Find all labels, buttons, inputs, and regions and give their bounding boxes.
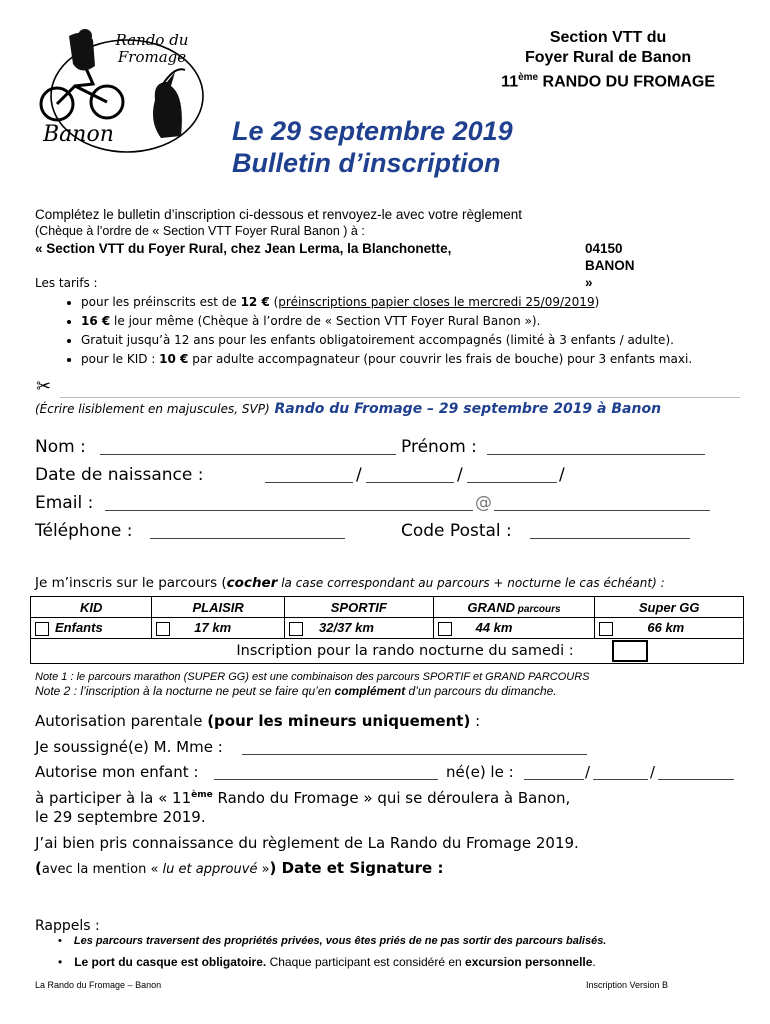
parcours-value: 44 km [475, 620, 513, 636]
participation-text: à participer à la « 11 [35, 789, 192, 807]
parcours-table [30, 596, 744, 664]
mention-paren: ( [35, 859, 42, 877]
auth-title-text: Autorisation parentale [35, 712, 208, 730]
mention-text: » [257, 862, 270, 877]
auth-title-text: : [470, 712, 481, 730]
participation-date: le 29 septembre 2019. [35, 808, 206, 826]
nom-label: Nom : [35, 437, 86, 457]
tarifs-list [35, 293, 692, 369]
footer-left: La Rando du Fromage – Banon [35, 980, 162, 990]
naissance-label: Date de naissance : [35, 465, 204, 485]
child-birth-day-field[interactable] [524, 765, 584, 780]
rappel-text: Les parcours traversent des propriétés privées, vous êtes priés de ne pas sortir des parcours balisés. [73, 935, 607, 947]
rappel-item [58, 935, 606, 947]
nocturne-checkbox[interactable] [612, 640, 648, 662]
edition-sup: ème [518, 72, 539, 83]
tarif-text: ( [269, 295, 279, 309]
tarif-price: 12 € [240, 295, 270, 309]
email-at: @ [475, 493, 492, 513]
date-separator: / [585, 763, 591, 781]
header-line1: Section VTT du [549, 29, 667, 46]
grand-small-label: parcours [515, 603, 561, 615]
parcours-cell-grand [433, 618, 595, 639]
email-label: Email : [35, 493, 94, 513]
grand-label: GRAND [467, 599, 516, 615]
supergg-checkbox[interactable] [599, 622, 613, 636]
parcours-rest: la case correspondant au parcours + nocturne le cas échéant) : [277, 576, 665, 590]
rappel-bold: excursion personnelle [465, 955, 593, 969]
telephone-field[interactable] [150, 524, 345, 539]
logo-text-top: Rando du Fromage [115, 31, 189, 66]
parcours-header: KID [31, 597, 152, 618]
note-2 [35, 684, 590, 698]
nele-label: né(e) le : [446, 763, 514, 781]
header-line3 [501, 68, 715, 92]
bullet-icon: • [58, 955, 63, 969]
birth-month-field[interactable] [366, 468, 454, 483]
tarifs-heading: Les tarifs : [35, 276, 98, 290]
note-1: Note 1 : le parcours marathon (SUPER GG) est une combinaison des parcours SPORTIF et GRAND PARCOURS [35, 671, 590, 683]
note2-bold: complément [334, 684, 406, 698]
mention-italic: lu et approuvé [162, 862, 258, 877]
tarif-text: Gratuit jusqu’à 12 ans pour les enfants obligatoirement accompagnés (limité à 3 enfants / adulte). [81, 333, 674, 347]
parcours-cell-sportif [285, 618, 434, 639]
mention-line [35, 859, 443, 877]
event-date-title: Le 29 septembre 2019 [232, 116, 513, 146]
note2-text: d’un parcours du dimanche. [405, 684, 557, 698]
soussigne-field[interactable] [242, 740, 587, 755]
tarif-text: pour les préinscrits est de [81, 295, 241, 309]
address-text: « Section VTT du Foyer Rural, chez Jean Lerma, la Blanchonette, [35, 241, 452, 256]
rappel-bold: Le port du casque est obligatoire. [74, 955, 267, 969]
header-line2: Foyer Rural de Banon [524, 49, 692, 66]
participation-line [35, 789, 570, 807]
parcours-value: Enfants [55, 620, 103, 636]
email-domain-field[interactable] [494, 496, 710, 511]
tarif-price: 16 € [81, 314, 111, 328]
parcours-cell-plaisir [152, 618, 285, 639]
signature-label: ) Date et Signature : [269, 859, 444, 877]
parcours-lead: Je m’inscris sur le parcours ( [35, 575, 227, 591]
grand-checkbox[interactable] [438, 622, 452, 636]
parcours-value: 17 km [194, 620, 232, 636]
kid-checkbox[interactable] [35, 622, 49, 636]
tarif-item [81, 331, 692, 350]
parcours-header: Super GG [595, 597, 744, 618]
code-postal-field[interactable] [530, 524, 690, 539]
parcours-value-row [31, 618, 744, 639]
nocturne-row [31, 639, 744, 664]
parcours-header-row [31, 597, 744, 618]
intro-line2: (Chèque à l’ordre de « Section VTT Foyer Rural Banon ) à : [35, 224, 365, 238]
notes-block [35, 670, 590, 698]
telephone-label: Téléphone : [35, 521, 133, 541]
cut-line [60, 397, 740, 398]
write-italic: (Écrire lisiblement en majuscules, SVP) [35, 402, 270, 416]
rappel-text: . [592, 955, 596, 969]
participation-sup: ème [191, 790, 213, 800]
tarif-item [81, 312, 692, 331]
email-user-field[interactable] [105, 496, 473, 511]
mention-text: avec la mention « [41, 862, 163, 877]
auth-title-bold: (pour les mineurs uniquement) [207, 712, 471, 730]
logo-text-bottom: Banon [43, 122, 114, 147]
prenom-field[interactable] [487, 440, 705, 455]
date-separator: / [650, 763, 656, 781]
scissors-icon: ✂ [36, 376, 52, 396]
soussigne-label: Je soussigné(e) M. Mme : [35, 738, 223, 756]
parcours-cell-supergg [595, 618, 744, 639]
edition-title: RANDO DU FROMAGE [538, 73, 715, 91]
tarifs-block [35, 274, 692, 369]
date-separator: / [559, 465, 565, 485]
birth-day-field[interactable] [265, 468, 353, 483]
parcours-instruction [35, 575, 665, 591]
tarif-item [81, 350, 692, 369]
tarif-price: 10 € [159, 352, 189, 366]
nocturne-label: Inscription pour la rando nocturne du samedi : [236, 643, 574, 659]
rando-fromage-logo [35, 26, 205, 156]
prenom-label: Prénom : [401, 437, 477, 457]
parcours-header: PLAISIR [152, 597, 285, 618]
edition-number: 11 [501, 73, 519, 91]
write-instructions [35, 401, 661, 417]
parcours-cell-kid [31, 618, 152, 639]
sportif-checkbox[interactable] [289, 622, 303, 636]
nom-field[interactable] [100, 440, 396, 455]
participation-text: Rando du Fromage » qui se déroulera à Banon, [212, 789, 571, 807]
child-birth-month-field[interactable] [593, 765, 648, 780]
bullet-icon: • [58, 935, 62, 947]
tarif-item [81, 293, 692, 312]
plaisir-checkbox[interactable] [156, 622, 170, 636]
parcours-cocher: cocher [226, 575, 278, 591]
enfant-field[interactable] [214, 765, 438, 780]
autorise-label: Autorise mon enfant : [35, 763, 199, 781]
date-separator: / [356, 465, 362, 485]
write-event: Rando du Fromage – 29 septembre 2019 à Banon [269, 401, 662, 417]
child-birth-year-field[interactable] [658, 765, 734, 780]
intro-line1: Complétez le bulletin d’inscription ci-dessous et renvoyez-le avec votre règlement [35, 207, 522, 222]
date-separator: / [457, 465, 463, 485]
parcours-value: 32/37 km [319, 620, 374, 636]
tarif-text: pour le KID : [81, 352, 160, 366]
rappel-text: Chaque participant est considéré en [266, 955, 466, 969]
auth-title [35, 712, 480, 730]
rappels-title: Rappels : [35, 918, 100, 934]
note2-text: Note 2 : l’inscription à la nocturne ne peut se faire qu’en [35, 684, 335, 698]
header-block [501, 28, 715, 92]
rappel-item [58, 955, 596, 969]
parcours-header: SPORTIF [285, 597, 434, 618]
tarif-deadline: préinscriptions papier closes le mercredi 25/09/2019 [278, 295, 595, 309]
nocturne-cell [31, 639, 744, 664]
parcours-header [433, 597, 595, 618]
tarif-text: par adulte accompagnateur (pour couvrir les frais de bouche) pour 3 enfants maxi. [188, 352, 693, 366]
reglement-line: J’ai bien pris connaissance du règlement de La Rando du Fromage 2019. [35, 834, 579, 852]
footer-right: Inscription Version B [586, 980, 669, 990]
bulletin-title: Bulletin d’inscription [232, 148, 501, 178]
address-postcode: 04150 BANON » [585, 241, 635, 290]
parcours-value: 66 km [647, 620, 685, 636]
tarif-text: ) [594, 295, 600, 309]
birth-year-field[interactable] [467, 468, 557, 483]
code-postal-label: Code Postal : [401, 521, 512, 541]
tarif-text: le jour même (Chèque à l’ordre de « Section VTT Foyer Rural Banon »). [110, 314, 541, 328]
